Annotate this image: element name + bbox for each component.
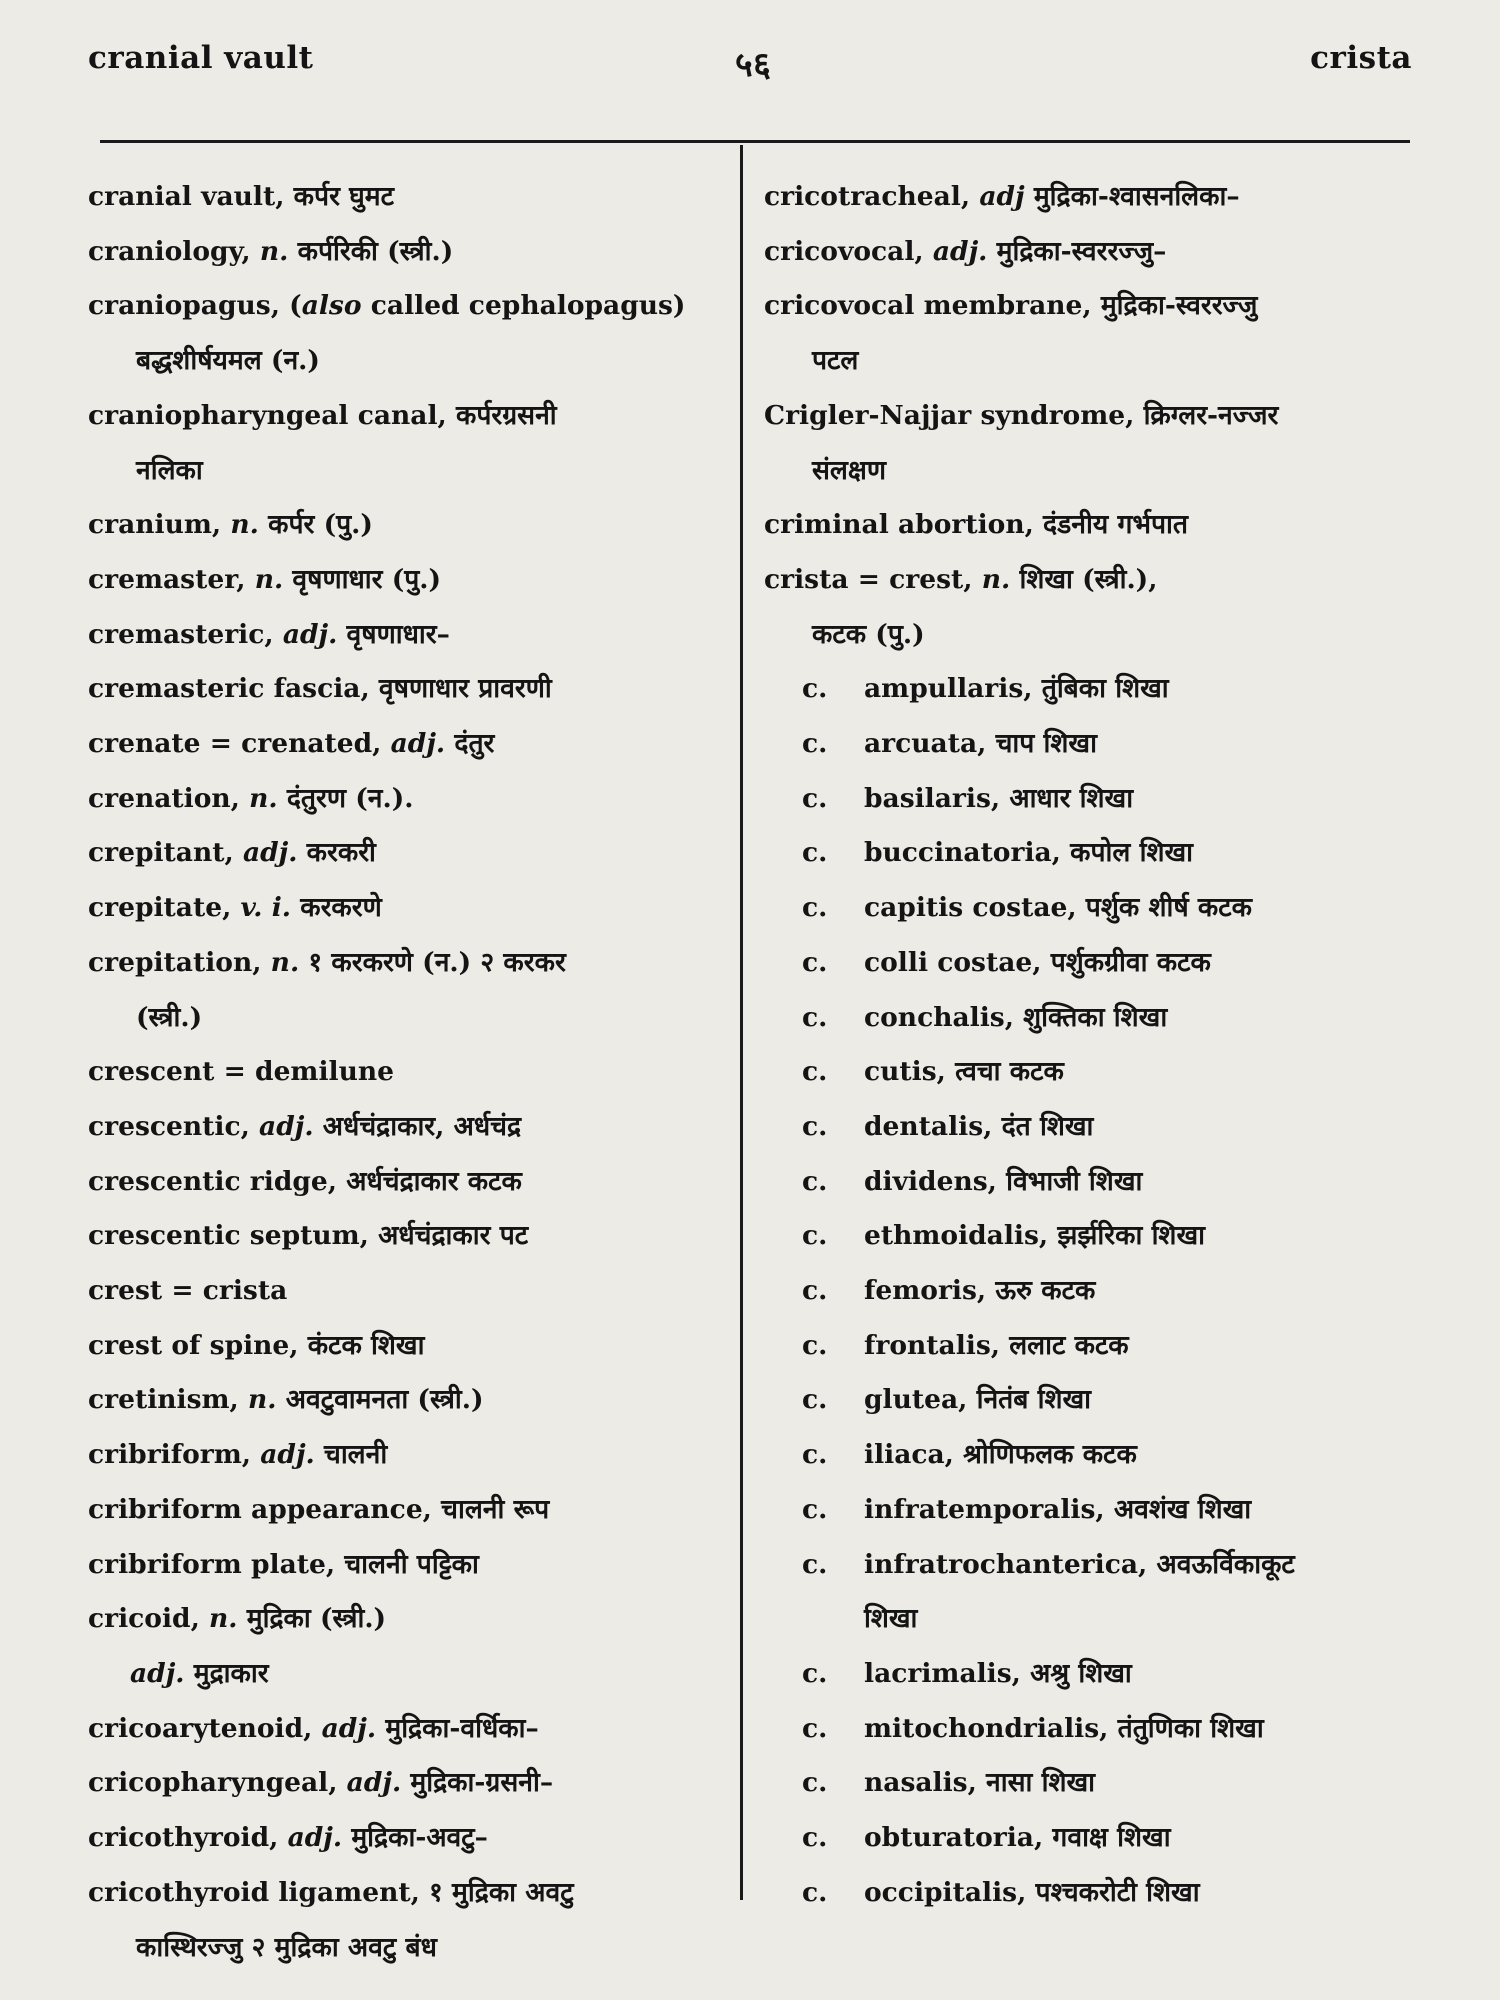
dictionary-entry — [764, 225, 1424, 280]
entry-grammar-label: n. — [259, 235, 289, 267]
entry-text: पटल — [812, 345, 859, 377]
entry-text: lacrimalis, अश्रु शिखा — [864, 1657, 1132, 1689]
dictionary-entry — [764, 826, 1424, 881]
entry-text: शिखा — [864, 1603, 918, 1635]
entry-abbreviation: c. — [802, 782, 828, 814]
running-head-left: cranial vault — [88, 40, 314, 76]
dictionary-entry — [88, 608, 736, 663]
entry-abbreviation: c. — [802, 1548, 828, 1580]
entry-text: cricoid, — [88, 1603, 210, 1635]
entry-text: cremaster, — [88, 563, 255, 595]
entry-abbreviation: c. — [802, 1767, 828, 1799]
entry-text: नलिका — [136, 454, 203, 486]
entry-text: crenate = crenated, — [88, 728, 391, 760]
entry-text: cricotracheal, — [764, 181, 980, 212]
entry-text: crepitant, — [88, 837, 243, 869]
entry-grammar-label: adj. — [282, 618, 338, 650]
dictionary-entry — [764, 1428, 1424, 1483]
dictionary-entry — [88, 170, 736, 225]
entry-text: basilaris, आधार शिखा — [864, 782, 1134, 814]
dictionary-entry — [88, 444, 736, 499]
entry-text: crest = crista — [88, 1275, 288, 1307]
entry-abbreviation: c. — [802, 1493, 828, 1525]
dictionary-entry — [88, 1264, 736, 1319]
entry-abbreviation: c. — [802, 1384, 828, 1416]
entry-grammar-label: adj — [979, 181, 1025, 212]
dictionary-entry — [88, 1702, 736, 1757]
dictionary-entry — [88, 772, 736, 827]
entry-text: cribriform, — [88, 1439, 261, 1471]
entry-text: criminal abortion, दंडनीय गर्भपात — [764, 509, 1189, 541]
entry-text: cricothyroid ligament, १ मुद्रिका अवटु — [88, 1876, 574, 1908]
entry-text: craniopagus, ( — [88, 290, 302, 322]
entry-text: crepitate, — [88, 892, 241, 924]
entry-abbreviation: c. — [802, 1329, 828, 1361]
entry-text: obturatoria, गवाक्ष शिखा — [864, 1822, 1171, 1854]
dictionary-entry — [764, 1373, 1424, 1428]
entry-definition: वृषणाधार– — [337, 618, 450, 650]
entry-definition: करकरी — [297, 837, 376, 869]
entry-definition: वृषणाधार (पु.) — [283, 563, 442, 595]
entry-grammar-label: adj. — [260, 1439, 315, 1471]
entry-text: संलक्षण — [812, 454, 887, 486]
entry-definition: १ करकरणे (न.) २ करकर — [299, 946, 566, 978]
entry-text: craniology, — [88, 235, 260, 267]
entry-text: cricopharyngeal, — [88, 1767, 347, 1799]
entry-definition: चालनी — [314, 1439, 388, 1471]
dictionary-entry — [764, 498, 1424, 553]
entry-text: cricoarytenoid, — [88, 1712, 322, 1744]
dictionary-entry — [764, 389, 1424, 444]
dictionary-entry — [764, 1866, 1424, 1921]
dictionary-entry — [764, 1264, 1424, 1319]
entry-abbreviation: c. — [802, 1165, 828, 1197]
entry-definition: करकरणे — [291, 892, 382, 924]
dictionary-entry — [764, 1483, 1424, 1538]
dictionary-entry — [764, 1538, 1424, 1593]
dictionary-entry — [88, 553, 736, 608]
entry-definition: मुद्रिका (स्त्री.) — [237, 1603, 387, 1635]
entry-grammar-label: adj. — [932, 235, 988, 267]
entry-definition: called cephalopagus) — [361, 290, 686, 322]
dictionary-entry — [764, 1319, 1424, 1374]
entry-abbreviation: c. — [802, 1275, 828, 1307]
dictionary-entry — [764, 1702, 1424, 1757]
entry-text: (स्त्री.) — [136, 1001, 203, 1033]
entry-text: nasalis, नासा शिखा — [864, 1767, 1096, 1799]
dictionary-entry — [88, 991, 736, 1046]
entry-text: mitochondrialis, तंतुणिका शिखा — [864, 1712, 1264, 1744]
dictionary-entry — [764, 991, 1424, 1046]
dictionary-entry — [764, 334, 1424, 389]
entry-abbreviation: c. — [802, 892, 828, 924]
dictionary-entry — [764, 1592, 1424, 1647]
entry-definition: दंतुर — [445, 728, 495, 760]
entry-definition: मुद्रिका-ग्रसनी– — [401, 1767, 554, 1799]
entry-definition: शिखा (स्त्री.), — [1010, 563, 1158, 595]
running-head-right: crista — [1310, 40, 1412, 76]
dictionary-entry — [764, 1756, 1424, 1811]
entry-grammar-label: adj. — [287, 1822, 343, 1854]
entry-text: cremasteric, — [88, 618, 283, 650]
dictionary-entry — [88, 334, 736, 389]
dictionary-entry — [88, 1045, 736, 1100]
entry-text: crescentic, — [88, 1110, 260, 1142]
entry-abbreviation: c. — [802, 1712, 828, 1744]
entry-text: cricovocal, — [764, 235, 933, 267]
entry-definition: कर्पर (पु.) — [258, 509, 373, 541]
entry-abbreviation: c. — [802, 1110, 828, 1142]
page-number: ५६ — [735, 45, 772, 85]
entry-text: dentalis, दंत शिखा — [864, 1110, 1094, 1142]
dictionary-entry — [764, 553, 1424, 608]
left-column — [88, 170, 736, 1975]
entry-abbreviation: c. — [802, 1822, 828, 1854]
column-divider — [740, 145, 743, 1900]
entry-abbreviation: c. — [802, 837, 828, 869]
dictionary-entry — [88, 881, 736, 936]
entry-definition: मुद्रिका-स्वररज्जु– — [987, 235, 1167, 267]
dictionary-entry — [88, 1647, 736, 1702]
entry-text: crescent = demilune — [88, 1056, 394, 1088]
dictionary-entry — [88, 936, 736, 991]
entry-grammar-label: adj. — [390, 728, 446, 760]
entry-text: glutea, नितंब शिखा — [864, 1384, 1092, 1416]
entry-text: cretinism, — [88, 1384, 249, 1416]
dictionary-entry — [88, 1155, 736, 1210]
dictionary-entry — [88, 389, 736, 444]
entry-text: colli costae, पर्शुकग्रीवा कटक — [864, 946, 1211, 978]
entry-text: cranial vault, कर्पर घुमट — [88, 181, 394, 212]
entry-grammar-label: adj. — [321, 1712, 377, 1744]
dictionary-entry — [88, 1866, 736, 1921]
dictionary-entry — [764, 1045, 1424, 1100]
dictionary-entry — [764, 444, 1424, 499]
entry-text: capitis costae, पर्शुक शीर्ष कटक — [864, 892, 1252, 924]
entry-definition: अवटुवामनता (स्त्री.) — [276, 1384, 484, 1416]
entry-text: cricovocal membrane, मुद्रिका-स्वररज्जु — [764, 290, 1258, 322]
entry-definition: मुद्रिका-अवटु– — [342, 1822, 488, 1854]
entry-grammar-label: adj. — [242, 837, 298, 869]
dictionary-entry — [88, 1756, 736, 1811]
entry-grammar-label: also — [301, 290, 362, 322]
entry-text: crepitation, — [88, 946, 271, 978]
dictionary-entry — [88, 1428, 736, 1483]
dictionary-entry — [88, 279, 736, 334]
dictionary-entry — [764, 608, 1424, 663]
right-column — [764, 170, 1424, 1921]
dictionary-entry — [88, 498, 736, 553]
dictionary-entry — [764, 717, 1424, 772]
entry-abbreviation: c. — [802, 673, 828, 705]
entry-text: crescentic ridge, अर्धचंद्राकार कटक — [88, 1165, 522, 1197]
entry-grammar-label: n. — [981, 563, 1011, 595]
dictionary-entry — [88, 826, 736, 881]
entry-text: बद्धशीर्षयमल (न.) — [136, 345, 320, 377]
entry-text: cribriform appearance, चालनी रूप — [88, 1493, 550, 1525]
entry-grammar-label: n. — [248, 1384, 277, 1416]
entry-abbreviation: c. — [802, 1439, 828, 1471]
dictionary-entry — [88, 1921, 736, 1976]
dictionary-entry — [88, 662, 736, 717]
dictionary-entry — [88, 717, 736, 772]
entry-text: buccinatoria, कपोल शिखा — [864, 837, 1194, 869]
entry-text: Crigler-Najjar syndrome, क्रिग्लर-नज्जर — [764, 399, 1279, 431]
entry-text: arcuata, चाप शिखा — [864, 728, 1097, 760]
header-rule — [100, 140, 1410, 143]
entry-definition: कर्परिकी (स्त्री.) — [288, 235, 454, 267]
entry-grammar-label: adj. — [346, 1767, 402, 1799]
entry-text: crest of spine, कंटक शिखा — [88, 1329, 425, 1361]
entry-definition: मुद्राकार — [184, 1657, 269, 1689]
entry-grammar-label: v. i. — [240, 892, 292, 924]
entry-text: cribriform plate, चालनी पट्टिका — [88, 1548, 479, 1580]
entry-abbreviation: c. — [802, 1220, 828, 1252]
dictionary-entry — [764, 1209, 1424, 1264]
dictionary-entry — [764, 1100, 1424, 1155]
entry-definition: मुद्रिका-श्वासनलिका– — [1024, 181, 1240, 212]
entry-grammar-label: adj. — [259, 1110, 314, 1142]
dictionary-entry — [88, 1209, 736, 1264]
entry-grammar-label: n. — [230, 509, 259, 541]
entry-text: crista = crest, — [764, 563, 982, 595]
entry-text: ampullaris, तुंबिका शिखा — [864, 673, 1169, 705]
entry-abbreviation: c. — [802, 1657, 828, 1689]
entry-abbreviation: c. — [802, 946, 828, 978]
dictionary-entry — [88, 1319, 736, 1374]
dictionary-entry — [764, 1811, 1424, 1866]
entry-text: cutis, त्वचा कटक — [864, 1056, 1064, 1088]
dictionary-entry — [88, 1373, 736, 1428]
entry-text: कटक (पु.) — [812, 618, 925, 650]
entry-abbreviation: c. — [802, 1876, 828, 1908]
dictionary-entry — [88, 1811, 736, 1866]
entry-definition: दंतुरण (न.). — [277, 782, 414, 814]
dictionary-entry — [88, 1538, 736, 1593]
entry-grammar-label: n. — [270, 946, 300, 978]
entry-text: infratrochanterica, अवऊर्विकाकूट — [864, 1548, 1295, 1580]
dictionary-entry — [764, 881, 1424, 936]
entry-grammar-label: n. — [254, 563, 284, 595]
dictionary-entry — [88, 1483, 736, 1538]
entry-text: cranium, — [88, 509, 231, 541]
dictionary-entry — [764, 772, 1424, 827]
entry-definition: अर्धचंद्राकार, अर्धचंद्र — [313, 1110, 522, 1142]
entry-text: cricothyroid, — [88, 1822, 288, 1854]
entry-text: femoris, ऊरु कटक — [864, 1275, 1096, 1307]
dictionary-entry — [764, 1647, 1424, 1702]
entry-text: infratemporalis, अवशंख शिखा — [864, 1493, 1252, 1525]
dictionary-entry — [764, 936, 1424, 991]
entry-text: craniopharyngeal canal, कर्परग्रसनी — [88, 399, 557, 431]
entry-abbreviation: c. — [802, 1001, 828, 1033]
dictionary-entry — [88, 1100, 736, 1155]
entry-text: frontalis, ललाट कटक — [864, 1329, 1129, 1361]
dictionary-entry — [88, 225, 736, 280]
entry-grammar-label: adj. — [130, 1657, 185, 1689]
entry-definition: मुद्रिका-वर्धिका– — [376, 1712, 539, 1744]
entry-text: occipitalis, पश्चकरोटी शिखा — [864, 1876, 1200, 1908]
entry-text: conchalis, शुक्तिका शिखा — [864, 1001, 1168, 1033]
dictionary-entry — [764, 279, 1424, 334]
entry-text: cremasteric fascia, वृषणाधार प्रावरणी — [88, 673, 552, 705]
entry-abbreviation: c. — [802, 1056, 828, 1088]
entry-text: कास्थिरज्जु २ मुद्रिका अवटु बंध — [136, 1931, 437, 1963]
entry-text: iliaca, श्रोणिफलक कटक — [864, 1439, 1137, 1471]
entry-text: crenation, — [88, 782, 250, 814]
entry-grammar-label: n. — [249, 782, 278, 814]
entry-text: dividens, विभाजी शिखा — [864, 1165, 1143, 1197]
entry-text: crescentic septum, अर्धचंद्राकार पट — [88, 1220, 529, 1252]
dictionary-entry — [764, 662, 1424, 717]
entry-grammar-label: n. — [209, 1603, 238, 1635]
dictionary-entry — [88, 1592, 736, 1647]
dictionary-entry — [764, 170, 1424, 225]
entry-abbreviation: c. — [802, 728, 828, 760]
dictionary-entry — [764, 1155, 1424, 1210]
entry-text: ethmoidalis, झर्झरिका शिखा — [864, 1220, 1205, 1252]
